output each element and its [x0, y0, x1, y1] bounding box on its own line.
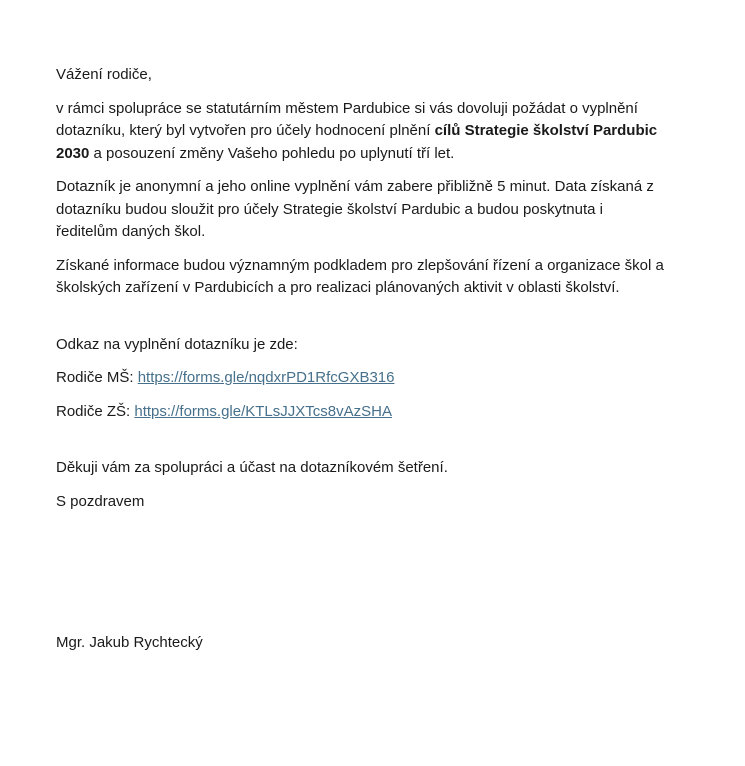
link-row-zs	[56, 401, 666, 424]
paragraph-request	[56, 98, 666, 166]
survey-link-zs[interactable]: https://forms.gle/KTLsJJXTcs8vAzSHA	[134, 402, 392, 420]
closing: S pozdravem	[56, 492, 145, 510]
link-label-zs: Rodiče ZŠ:	[56, 402, 131, 420]
letter-body	[56, 64, 666, 524]
links-intro: Odkaz na vyplnění dotazníku je zde:	[56, 335, 298, 353]
survey-link-ms[interactable]: https://forms.gle/nqdxrPD1RfcGXB316	[137, 369, 395, 386]
link-row-ms	[56, 367, 666, 390]
link-label-ms: Rodiče MŠ:	[56, 369, 134, 386]
strategy-name: cílů Strategie školství Pardubic 2030	[56, 122, 658, 162]
paragraph-purpose: Získané informace budou významným podkladem pro zlepšování řízení a organizace škol a školských zařízení v Pardubicích a pro realizaci plánovaných aktivit v oblasti školství.	[56, 256, 664, 296]
thanks-line: Děkuji vám za spolupráci a účast na dotazníkovém šetření.	[56, 459, 448, 476]
paragraph-anonymity: Dotazník je anonymní a jeho online vyplnění vám zabere přibližně 5 minut. Data získaná z dotazníku budou sloužit pro účely Strategie školství Pardubic a budou poskytnuta i ředitelům daných škol.	[56, 178, 654, 240]
paragraph-request-text-end: a posouzení změny Vašeho pohledu po uplynutí tří let.	[89, 144, 455, 162]
paragraph-request-text: v rámci spolupráce se statutárním městem Pardubice si vás dovoluji požádat o vyplnění dotazníku, který byl vytvořen pro účely hodnocení plnění	[56, 99, 638, 139]
signature: Mgr. Jakub Rychtecký	[56, 634, 203, 651]
greeting: Vážení rodiče,	[56, 66, 152, 83]
